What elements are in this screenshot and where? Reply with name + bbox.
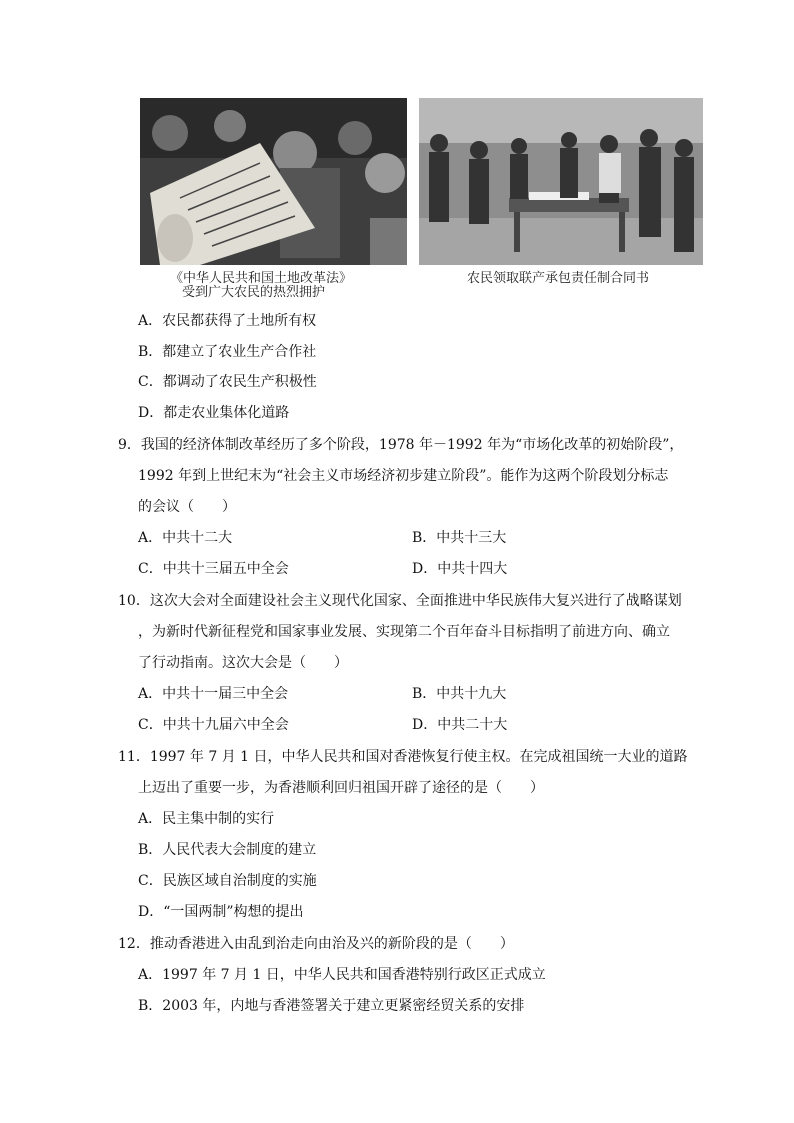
q10-option-a: A．中共十一届三中全会 — [138, 686, 289, 702]
caption-line-1: 《中华人民共和国土地改革法》 — [170, 271, 353, 286]
land-reform-photo — [140, 98, 407, 265]
q11-option-c: C．民族区域自治制度的实施 — [138, 873, 317, 889]
q11-option-a: A．民主集中制的实行 — [138, 811, 275, 827]
q12-stem-line-1: 12．推动香港进入由乱到治走向由治及兴的新阶段的是（ ） — [118, 936, 514, 952]
q11-stem-line-2: 上迈出了重要一步，为香港顺利回归祖国开辟了途径的是（ ） — [138, 780, 544, 796]
q8-option-a: A．农民都获得了土地所有权 — [138, 313, 317, 329]
q10-stem-line-1: 10．这次大会对全面建设社会主义现代化国家、全面推进中华民族伟大复兴进行了战略谋划 — [118, 593, 682, 609]
q9-option-d: D．中共十四大 — [412, 561, 508, 577]
q12-option-a: A．1997 年 7 月 1 日，中华人民共和国香港特别行政区正式成立 — [138, 967, 546, 983]
q10-option-b: B．中共十九大 — [412, 686, 507, 702]
q9-option-b: B．中共十三大 — [412, 530, 507, 546]
q9-option-c: C．中共十三届五中全会 — [138, 561, 289, 577]
q11-option-b: B．人民代表大会制度的建立 — [138, 842, 317, 858]
q8-option-d: D．都走农业集体化道路 — [138, 405, 290, 421]
q9-stem-line-2: 1992 年到上世纪末为“社会主义市场经济初步建立阶段”。能作为这两个阶段划分标志 — [138, 468, 669, 484]
land-reform-caption — [170, 272, 410, 300]
q11-option-d: D．“一国两制”构想的提出 — [138, 904, 304, 920]
historical-photos — [140, 98, 703, 298]
q11-stem-line-1: 11．1997 年 7 月 1 日，中华人民共和国对香港恢复行使主权。在完成祖国统一大业的道路 — [118, 749, 688, 765]
q10-option-d: D．中共二十大 — [412, 717, 508, 733]
q10-stem-line-3: 了行动指南。这次大会是（ ） — [138, 655, 348, 671]
q12-option-b: B．2003 年，内地与香港签署关于建立更紧密经贸关系的安排 — [138, 998, 525, 1014]
q9-stem-line-1: 9．我国的经济体制改革经历了多个阶段，1978 年－1992 年为“市场化改革的初始阶段”， — [118, 437, 684, 453]
contract-photo — [419, 98, 703, 265]
q8-option-c: C．都调动了农民生产积极性 — [138, 374, 317, 390]
q10-option-c: C．中共十九届六中全会 — [138, 717, 289, 733]
q10-stem-line-2: ，为新时代新征程党和国家事业发展、实现第二个百年奋斗目标指明了前进方向、确立 — [138, 624, 670, 640]
q8-option-b: B．都建立了农业生产合作社 — [138, 344, 317, 360]
contract-caption: 农民领取联产承包责任制合同书 — [467, 271, 650, 286]
q9-option-a: A．中共十二大 — [138, 530, 233, 546]
caption-line-2: 受到广大农民的热烈拥护 — [182, 285, 326, 300]
q9-stem-line-3: 的会议（ ） — [138, 499, 236, 515]
